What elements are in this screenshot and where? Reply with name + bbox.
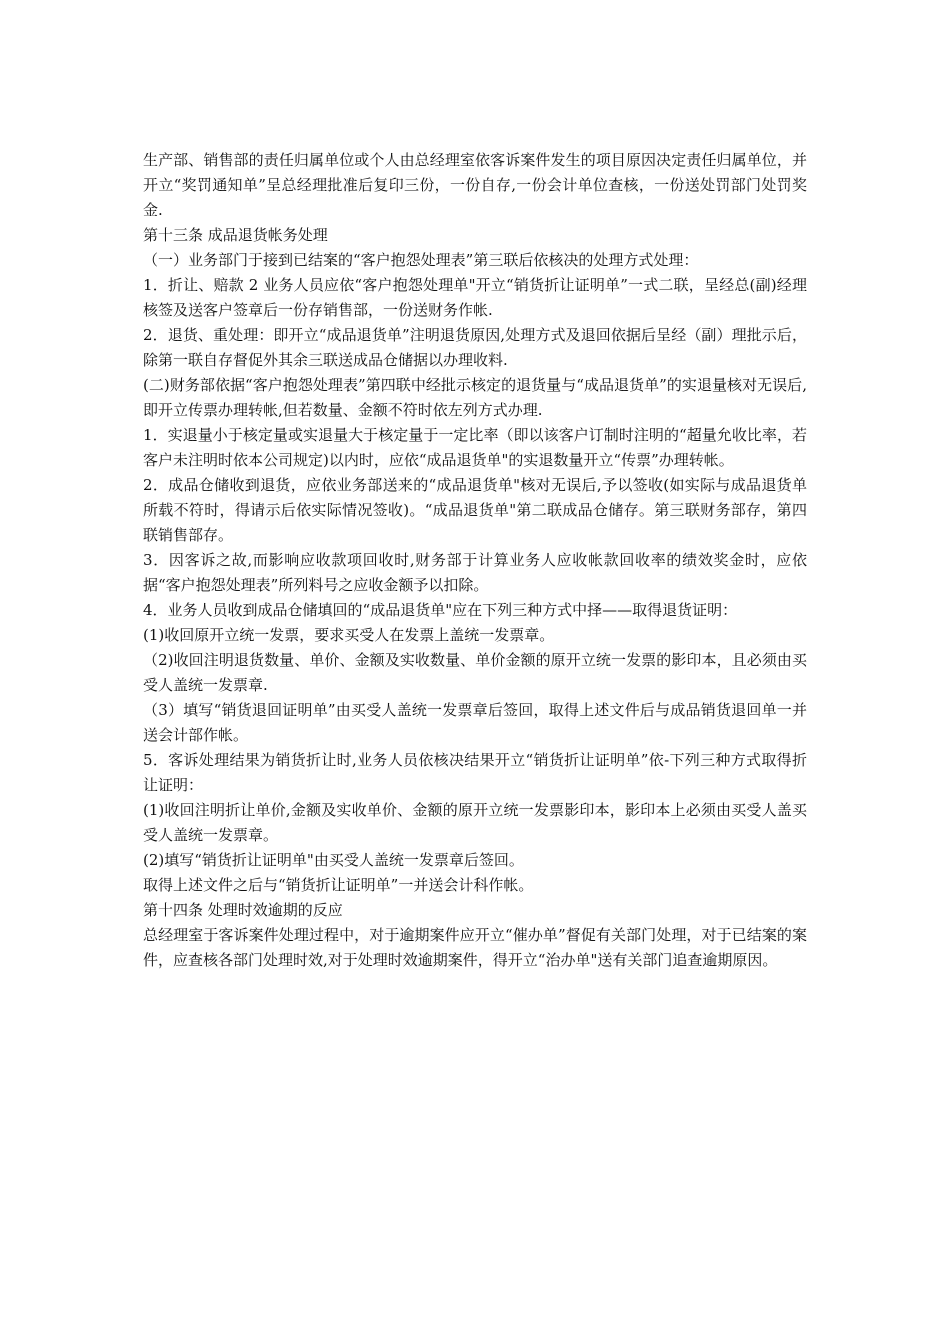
paragraph-responsibility: 生产部、销售部的责任归属单位或个人由总经理室依客诉案件发生的项目原因决定责任归属单位，并开立“奖罚通知单”呈总经理批准后复印三份，一份自存,一份会计单位查核，一份送处罚部门处罚奖金. xyxy=(143,151,807,219)
paragraph-section-2: (二)财务部依据“客户抱怨处理表”第四联中经批示核定的退货量与“成品退货单”的实退量核对无误后,即开立传票办理转帐,但若数量、金额不符时依左列方式办理. xyxy=(143,376,807,419)
paragraph-subitem-3: （3）填写“销货退回证明单”由买受人盖统一发票章后签回，取得上述文件后与成品销货退回单一并送会计部作帐。 xyxy=(143,701,807,744)
article-13-heading: 第十三条 成品退货帐务处理 xyxy=(143,226,328,244)
paragraph-finance-item-5: 5．客诉处理结果为销货折让时,业务人员依核决结果开立“销货折让证明单”依-下列三种方式取得折让证明： xyxy=(143,751,807,794)
paragraph-item-1-allowance: 1．折让、赔款 2 业务人员应依“客户抱怨处理单"开立“销货折让证明单”一式二联，呈经总(副)经理核签及送客户签章后一份存销售部，一份送财务作帐. xyxy=(143,276,807,319)
paragraph-allowance-subitem-2: (2)填写“销货折让证明单"由买受人盖统一发票章后签回。 xyxy=(143,851,524,869)
paragraph-subitem-1: (1)收回原开立统一发票，要求买受人在发票上盖统一发票章。 xyxy=(143,626,555,644)
paragraph-allowance-subitem-1: (1)收回注明折让单价,金额及实收单价、金额的原开立统一发票影印本，影印本上必须由买受人盖买受人盖统一发票章。 xyxy=(143,801,807,844)
paragraph-finance-item-4: 4．业务人员收到成品仓储填回的“成品退货单"应在下列三种方式中择——取得退货证明： xyxy=(143,601,738,619)
paragraph-section-1: （一）业务部门于接到已结案的“客户抱怨处理表”第三联后依核决的处理方式处理： xyxy=(143,251,699,269)
paragraph-finance-item-1: 1．实退量小于核定量或实退量大于核定量于一定比率（即以该客户订制时注明的“超量允收比率，若客户未注明时依本公司规定)以内时，应依“成品退货单"的实退数量开立“传票”办理转帐。 xyxy=(143,426,807,469)
paragraph-finance-item-3: 3．因客诉之故,而影响应收款项回收时,财务部于计算业务人应收帐款回收率的绩效奖金时，应依据“客户抱怨处理表”所列料号之应收金额予以扣除。 xyxy=(143,551,807,594)
article-14-heading: 第十四条 处理时效逾期的反应 xyxy=(143,901,343,919)
paragraph-overdue-handling: 总经理室于客诉案件处理过程中，对于逾期案件应开立“催办单”督促有关部门处理，对于已结案的案件，应查核各部门处理时效,对于处理时效逾期案件，得开立“治办单"送有关部门追查逾期原因。 xyxy=(143,926,807,969)
paragraph-finance-item-2: 2．成品仓储收到退货，应依业务部送来的“成品退货单"核对无误后,予以签收(如实际与成品退货单所载不符时，得请示后依实际情况签收)。“成品退货单"第二联成品仓储存。第三联财务部存，第四联销售部存。 xyxy=(143,476,807,544)
paragraph-subitem-2: （2)收回注明退货数量、单价、金额及实收数量、单价金额的原开立统一发票的影印本，且必须由买受人盖统一发票章. xyxy=(143,651,807,694)
paragraph-item-2-return: 2．退货、重处理：即开立“成品退货单”注明退货原因,处理方式及退回依据后呈经（副）理批示后，除第一联自存督促外其余三联送成品仓储据以办理收料. xyxy=(143,326,807,369)
paragraph-allowance-closing: 取得上述文件之后与“销货折让证明单”一并送会计科作帐。 xyxy=(143,876,534,894)
document-body xyxy=(143,148,807,973)
